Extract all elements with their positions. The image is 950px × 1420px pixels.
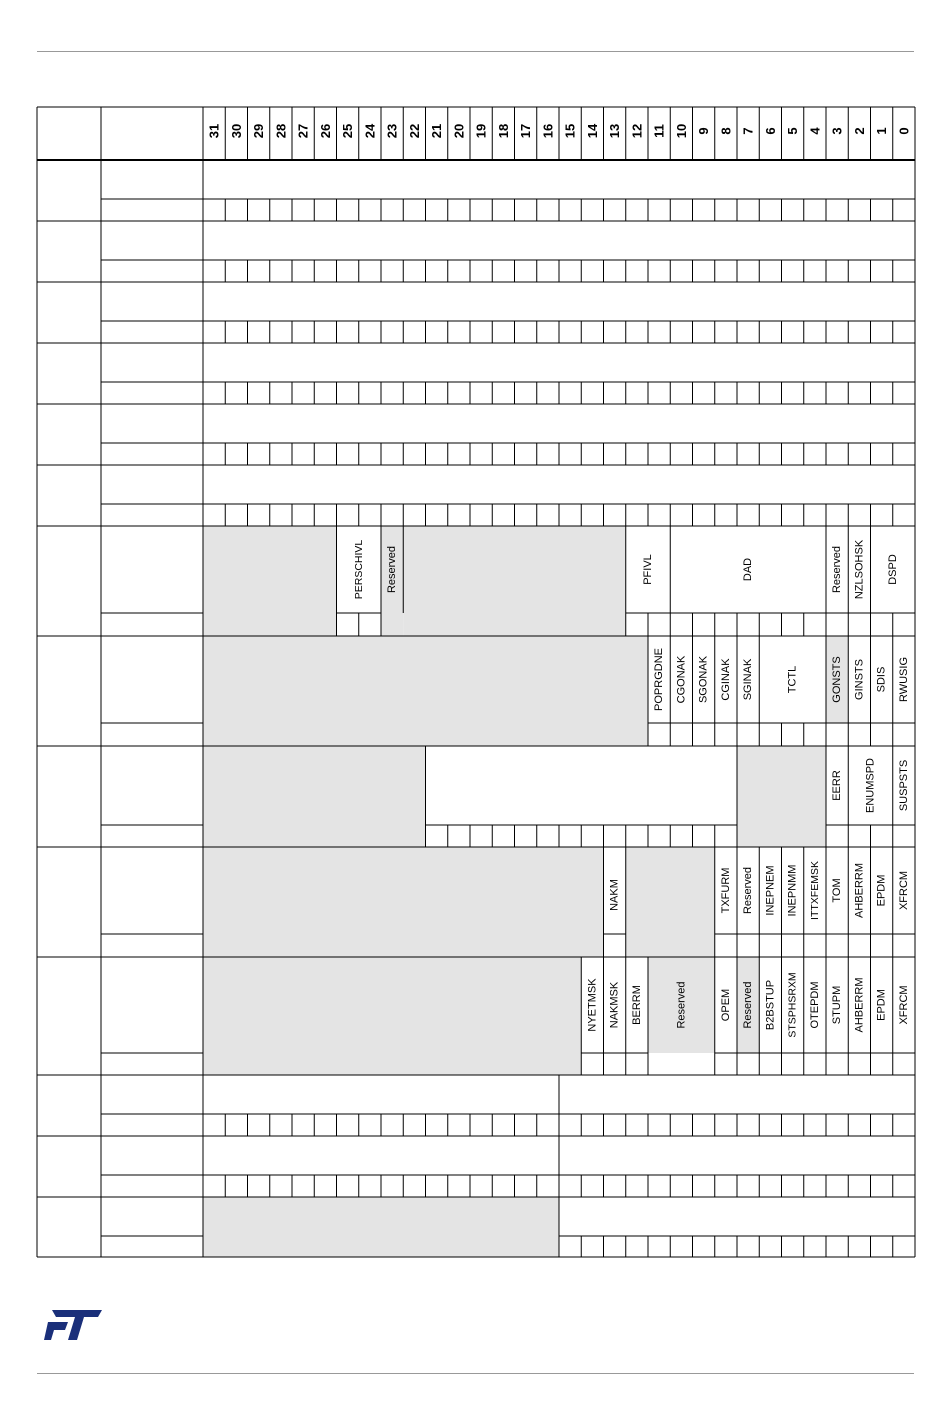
- reserved-grey-cell: [203, 636, 648, 746]
- bit-number-label: 10: [673, 123, 689, 139]
- bit-number-label: 19: [473, 123, 489, 139]
- bit-number-label: 21: [429, 123, 445, 139]
- reserved-grey-cell: [203, 847, 604, 957]
- bit-number-label: 7: [740, 127, 756, 135]
- reserved-grey-cell: [203, 1197, 559, 1257]
- field-tom-label: TOM: [831, 878, 844, 903]
- bit-number-label: 31: [206, 123, 222, 139]
- reserved-grey-cell: [737, 746, 826, 847]
- field-ahberrm-label: AHBERRM: [853, 862, 866, 919]
- bit-number-label: 26: [317, 123, 333, 139]
- field-perschivl-label: PERSCHIVL: [352, 539, 365, 600]
- reserved-grey-cell: [403, 526, 626, 636]
- field-cgonak-label: CGONAK: [675, 655, 688, 704]
- field-nzlsohsk-label: NZLSOHSK: [853, 539, 866, 600]
- field-xfrcm-label: XFRCM: [897, 870, 910, 911]
- field-otepdm-label: OTEPDM: [808, 981, 821, 1029]
- bit-number-label: 25: [340, 123, 356, 139]
- field-xfrcm-label: XFRCM: [897, 985, 910, 1025]
- field-sginak-label: SGINAK: [742, 658, 755, 701]
- field-ginsts-label: GINSTS: [853, 659, 866, 700]
- field-sgonak-label: SGONAK: [697, 655, 710, 704]
- footer-rule: [37, 1373, 914, 1374]
- field-cginak-label: CGINAK: [719, 658, 732, 701]
- reserved-grey-cell: [203, 526, 337, 636]
- field-nyetmsk-label: NYETMSK: [586, 978, 599, 1032]
- st-logo-icon: [44, 1308, 104, 1342]
- field-b2bstup-label: B2BSTUP: [764, 979, 777, 1031]
- field-tctl-label: TCTL: [786, 665, 799, 694]
- reserved-label: Reserved: [742, 866, 755, 915]
- bit-number-label: 6: [762, 127, 778, 135]
- bit-number-label: 2: [851, 127, 867, 135]
- bit-number-label: 12: [629, 123, 645, 139]
- bit-number-label: 27: [295, 123, 311, 139]
- field-dspd-label: DSPD: [886, 554, 899, 585]
- reserved-label: Reserved: [831, 545, 844, 594]
- bit-number-label: 9: [696, 127, 712, 135]
- field-suspsts-label: SUSPSTS: [897, 759, 910, 812]
- bit-number-label: 17: [518, 123, 534, 139]
- field-epdm-label: EPDM: [875, 874, 888, 907]
- field-inepnmm-label: INEPNMM: [786, 864, 799, 917]
- bit-number-label: 30: [228, 123, 244, 139]
- bit-number-label: 0: [896, 127, 912, 135]
- bit-number-label: 5: [785, 127, 801, 135]
- bit-number-label: 18: [495, 123, 511, 139]
- reserved-grey-cell: [203, 746, 426, 847]
- bit-number-label: 14: [584, 123, 600, 139]
- bit-number-label: 22: [406, 123, 422, 139]
- field-poprgdne-label: POPRGDNE: [653, 648, 666, 711]
- bit-number-label: 16: [540, 123, 556, 139]
- field-ittxfemsk-label: ITTXFEMSK: [808, 861, 821, 920]
- bit-number-label: 3: [829, 127, 845, 135]
- reserved-grey-cell: [203, 957, 581, 1075]
- field-rwusig-label: RWUSIG: [897, 656, 910, 703]
- field-epdm-label: EPDM: [875, 989, 888, 1021]
- field-sdis-label: SDIS: [875, 666, 888, 693]
- bit-number-label: 1: [874, 127, 890, 135]
- reserved-grey-cell: [626, 847, 715, 957]
- field-gonsts-label: GONSTS: [831, 656, 844, 703]
- bit-number-label: 13: [607, 123, 623, 139]
- bit-number-label: 29: [251, 123, 267, 139]
- field-txfurm-label: TXFURM: [719, 867, 732, 914]
- bit-number-label: 20: [451, 123, 467, 139]
- field-dad-label: DAD: [742, 557, 755, 582]
- field-ahberrm-label: AHBERRM: [853, 977, 866, 1033]
- field-stsphsrxm-label: STSPHSRXM: [786, 972, 799, 1038]
- bit-number-label: 4: [807, 127, 823, 135]
- reserved-label: Reserved: [675, 981, 688, 1029]
- field-enumspd-label: ENUMSPD: [864, 757, 877, 814]
- field-nakmsk-label: NAKMSK: [608, 981, 621, 1029]
- field-eerr-label: EERR: [831, 770, 844, 801]
- field-pfivl-label: PFIVL: [642, 554, 654, 585]
- st-logo: [44, 1308, 104, 1342]
- reserved-label: Reserved: [742, 981, 755, 1029]
- bit-number-label: 24: [362, 123, 378, 139]
- field-nakm-label: NAKM: [608, 879, 621, 911]
- field-berrm-label: BERRM: [630, 985, 643, 1025]
- field-inepnem-label: INEPNEM: [764, 865, 777, 916]
- field-opem-label: OPEM: [719, 988, 732, 1022]
- bit-number-label: 15: [562, 123, 578, 139]
- bit-number-label: 28: [273, 123, 289, 139]
- field-stupm-label: STUPM: [831, 985, 844, 1025]
- bit-number-label: 11: [651, 124, 667, 138]
- reserved-label: Reserved: [386, 545, 399, 594]
- bit-number-label: 8: [718, 127, 734, 135]
- bit-number-label: 23: [384, 123, 400, 139]
